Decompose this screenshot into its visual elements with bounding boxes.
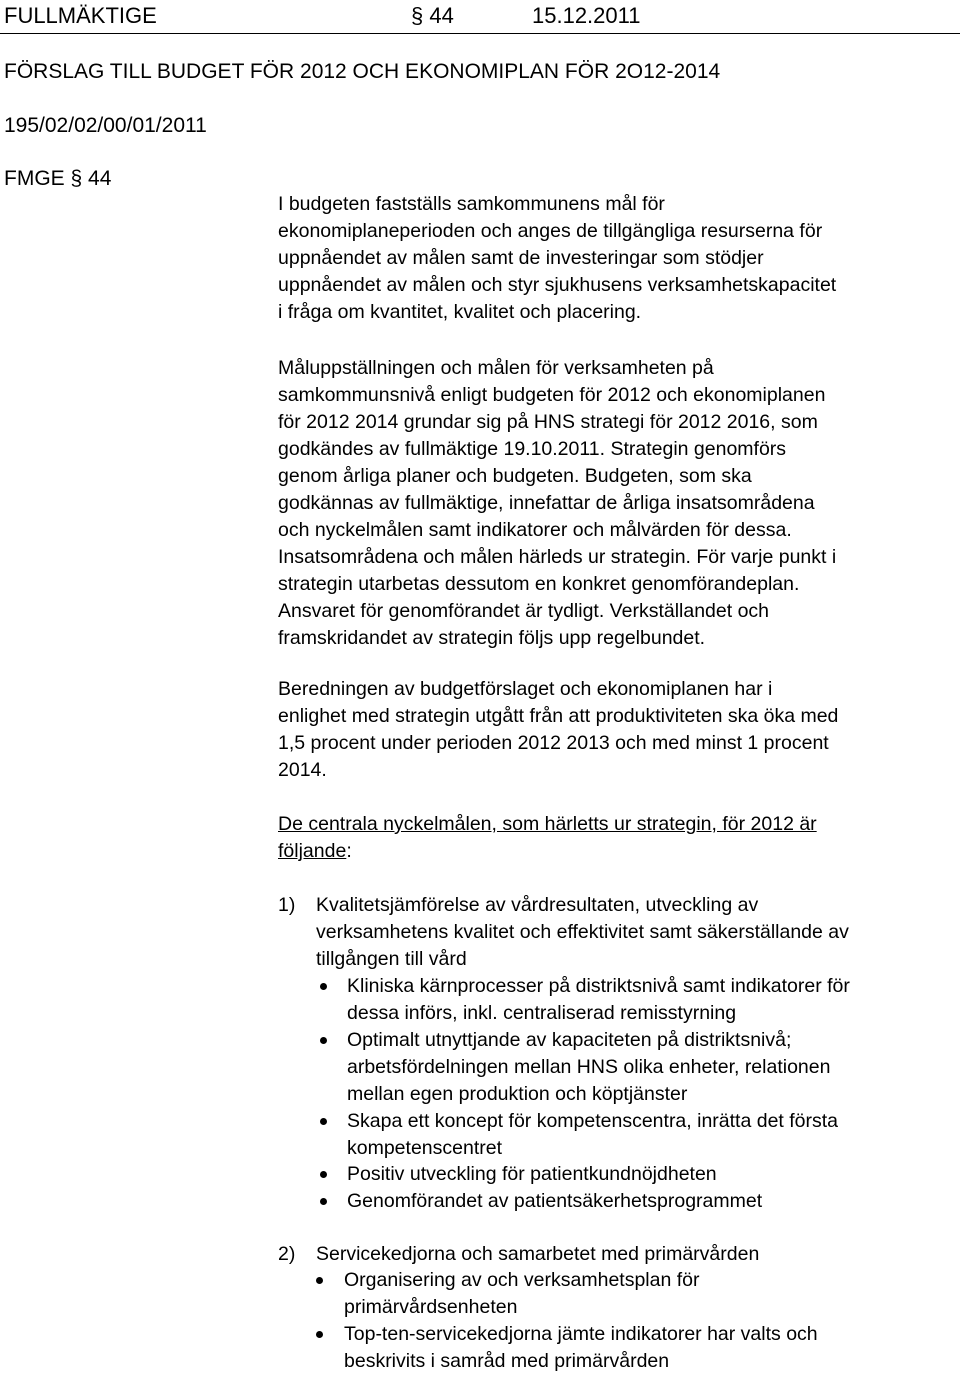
list-item	[347, 1161, 717, 1188]
goal-title	[316, 1241, 759, 1268]
text-line: samkommunsnivå enligt budgeten för 2012 och ekonomiplanen	[278, 384, 826, 406]
text-line: 1,5 procent under perioden 2012 2013 och med minst 1 procent	[278, 732, 829, 754]
text-line: Optimalt utnyttjande av kapaciteten på distriktsnivå;	[347, 1029, 792, 1051]
list-item	[344, 1321, 818, 1375]
goal-title	[316, 892, 849, 973]
heading-colon: :	[346, 840, 352, 862]
text-line: Organisering av och verksamhetsplan för	[344, 1269, 700, 1291]
text-line: Skapa ett koncept för kompetenscentra, inrätta det första	[347, 1110, 839, 1132]
goal-number: 1)	[278, 894, 296, 916]
bullet-icon	[320, 1171, 327, 1178]
bullet-icon	[316, 1331, 323, 1338]
text-line: Top-ten-servicekedjorna jämte indikatorer har valts och	[344, 1323, 818, 1345]
text-line: Servicekedjorna och samarbetet med primärvården	[316, 1243, 760, 1265]
header-section: § 44	[411, 3, 454, 28]
text-line: och nyckelmålen samt indikatorer och målvärden för dessa.	[278, 519, 792, 541]
text-line: mellan egen produktion och köptjänster	[347, 1083, 688, 1105]
text-line: beskrivits i samråd med primärvården	[344, 1350, 670, 1372]
text-line: uppnåendet av målen samt de investeringar som stödjer	[278, 247, 764, 269]
text-line: Ansvaret för genomförandet är tydligt. Verkställandet och	[278, 600, 770, 622]
reference-number: 195/02/02/00/01/2011	[4, 114, 207, 137]
header-date: 15.12.2011	[532, 3, 641, 28]
text-line: uppnåendet av målen och styr sjukhusens verksamhetskapacitet	[278, 274, 837, 296]
text-line: kompetenscentret	[347, 1137, 503, 1159]
list-item	[344, 1267, 700, 1321]
text-line: framskridandet av strategin följs upp regelbundet.	[278, 627, 706, 649]
text-line: Kliniska kärnprocesser på distriktsnivå samt indikatorer för	[347, 975, 850, 997]
list-item	[347, 973, 850, 1027]
text-line: Insatsområdena och målen härleds ur strategin. För varje punkt i	[278, 546, 837, 568]
bullet-icon	[320, 1118, 327, 1125]
text-line: I budgeten fastställs samkommunens mål för	[278, 193, 665, 215]
text-line: primärvårdsenheten	[344, 1296, 518, 1318]
text-line: ekonomiplaneperioden och anges de tillgängliga resurserna för	[278, 220, 823, 242]
bullet-icon	[316, 1277, 323, 1284]
list-item	[347, 1108, 838, 1162]
text-line: tillgången till vård	[316, 948, 467, 970]
text-line: godkännas av fullmäktige, innefattar de årliga insatsområdena	[278, 492, 815, 514]
list-item	[347, 1188, 762, 1215]
text-line: godkändes av fullmäktige 19.10.2011. Strategin genomförs	[278, 438, 787, 460]
bullet-icon	[320, 1037, 327, 1044]
text-line: dessa införs, inkl. centraliserad remisstyrning	[347, 1002, 737, 1024]
text-line: genom årliga planer och budgeten. Budgeten, som ska	[278, 465, 752, 487]
header-left: FULLMÄKTIGE	[4, 3, 157, 28]
text-line: Kvalitetsjämförelse av vårdresultaten, utveckling av	[316, 894, 759, 916]
strategy-paragraph	[278, 355, 836, 652]
text-line: strategin utarbetas dessutom en konkret genomförandeplan.	[278, 573, 800, 595]
bullet-icon	[320, 983, 327, 990]
text-line: Genomförandet av patientsäkerhetsprogrammet	[347, 1190, 763, 1212]
intro-paragraph	[278, 191, 836, 326]
preparation-paragraph	[278, 676, 838, 784]
text-line: i fråga om kvantitet, kvalitet och placering.	[278, 301, 642, 323]
text-line: Måluppställningen och målen för verksamheten på	[278, 357, 714, 379]
heading-line: följande	[278, 840, 347, 862]
text-line: enlighet med strategin utgått från att produktiviteten ska öka med	[278, 705, 839, 727]
text-line: för 2012 2014 grundar sig på HNS strategi för 2012 2016, som	[278, 411, 818, 433]
fmge-label: FMGE § 44	[4, 167, 112, 190]
text-line: 2014.	[278, 759, 327, 781]
text-line: verksamhetens kvalitet och effektivitet samt säkerställande av	[316, 921, 849, 943]
text-line: arbetsfördelningen mellan HNS olika enheter, relationen	[347, 1056, 831, 1078]
text-line: Positiv utveckling för patientkundnöjdheten	[347, 1163, 717, 1185]
key-goals-heading	[278, 811, 817, 865]
header-rule	[0, 33, 960, 34]
document-title: FÖRSLAG TILL BUDGET FÖR 2012 OCH EKONOMIPLAN FÖR 2O12-2014	[4, 60, 721, 83]
heading-line: De centrala nyckelmålen, som härletts ur strategin, för 2012 är	[278, 813, 817, 835]
bullet-icon	[320, 1198, 327, 1205]
list-item	[347, 1027, 830, 1108]
goal-number: 2)	[278, 1243, 296, 1265]
text-line: Beredningen av budgetförslaget och ekonomiplanen har i	[278, 678, 773, 700]
